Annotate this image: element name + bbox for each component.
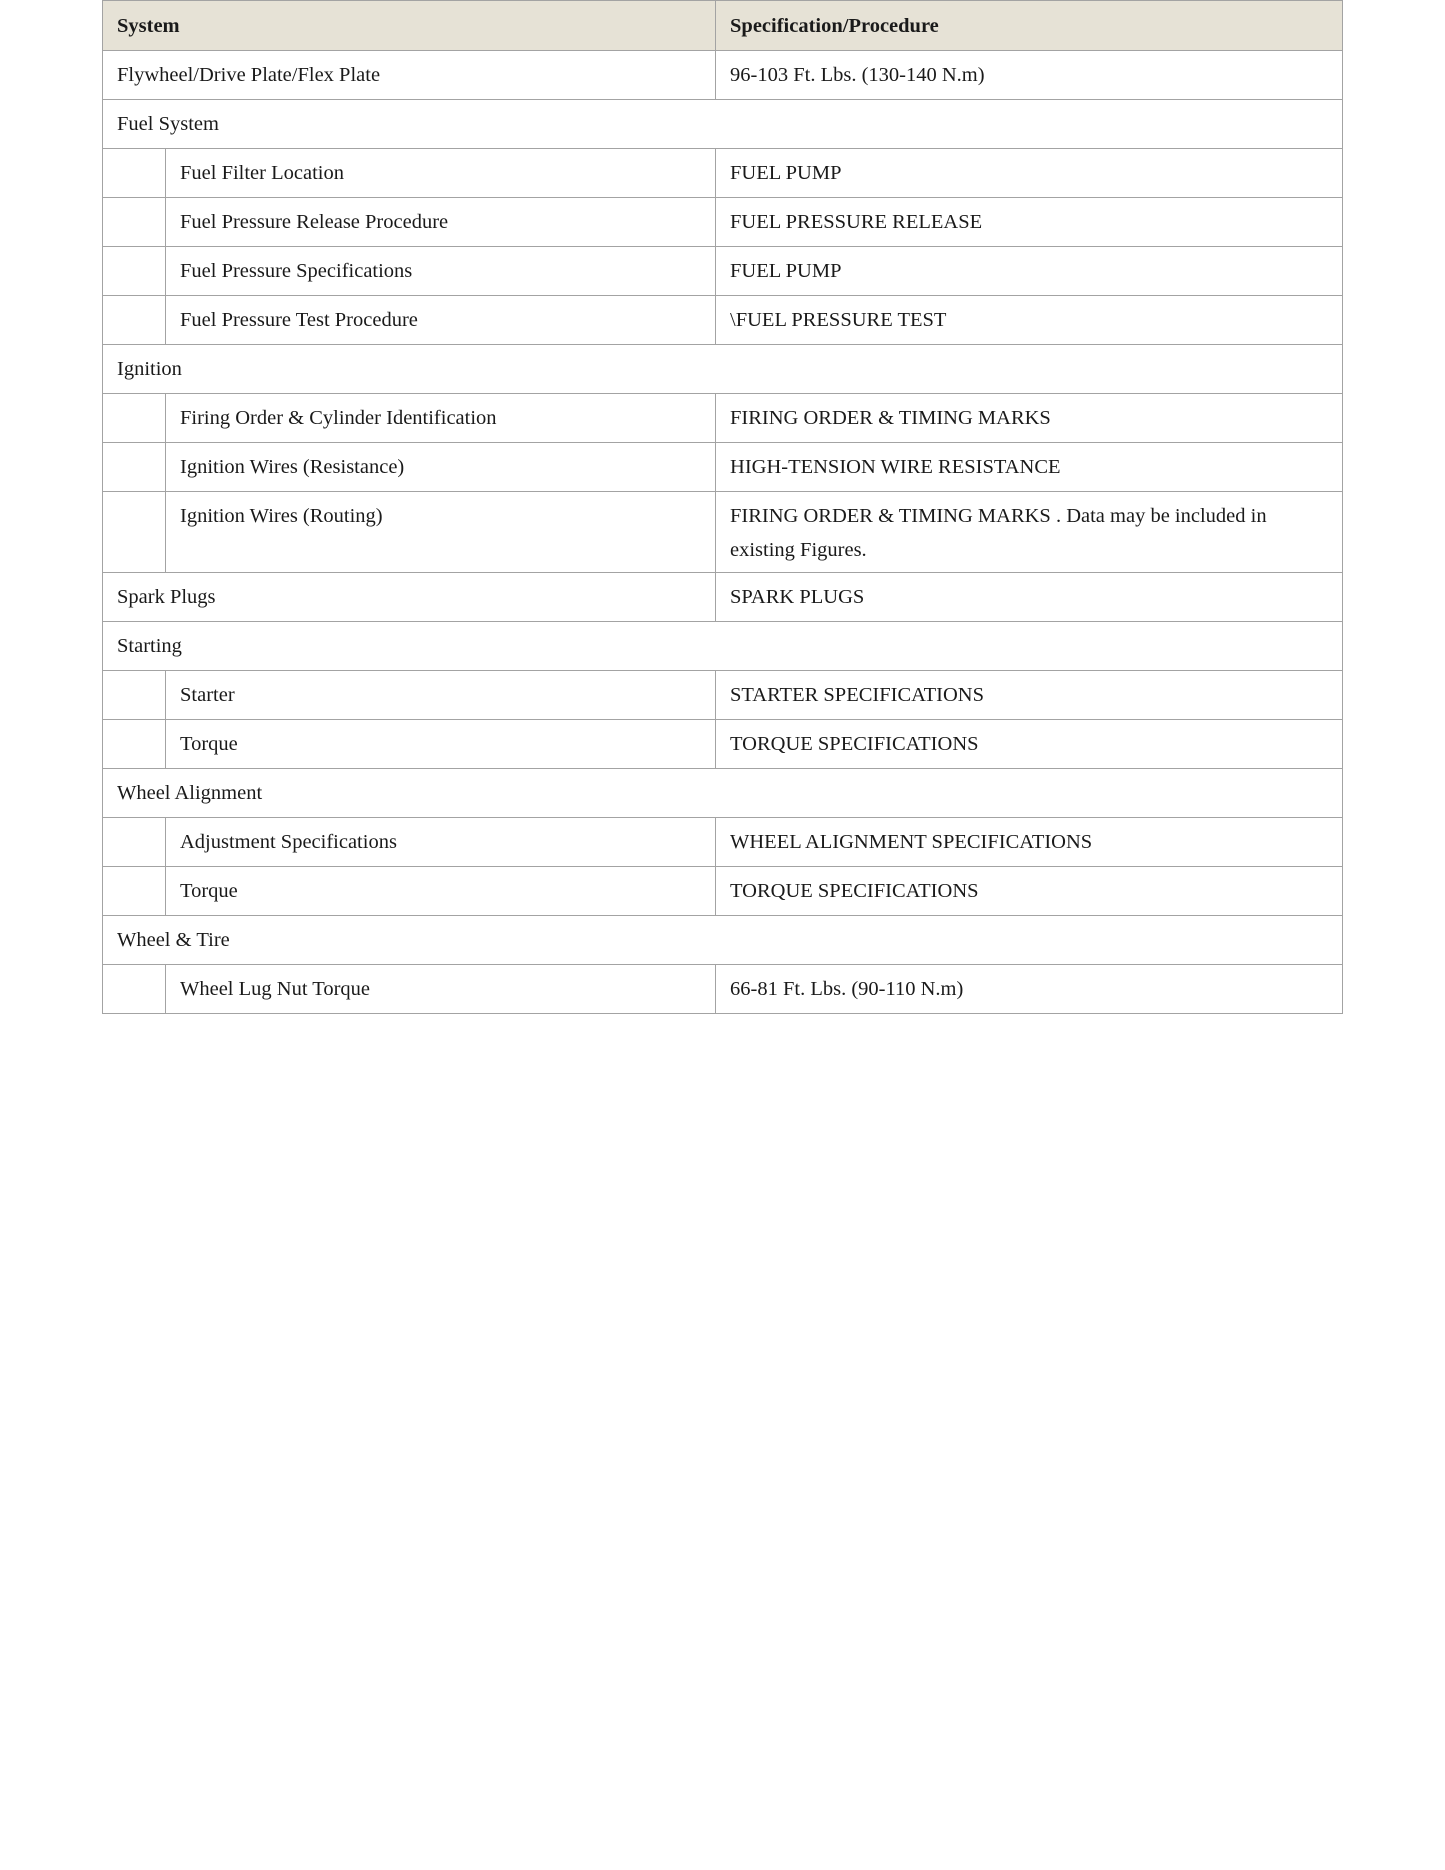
specification-cell: 96-103 Ft. Lbs. (130-140 N.m) bbox=[716, 51, 1343, 100]
section-row bbox=[103, 100, 1343, 149]
indent-spacer-cell bbox=[103, 296, 166, 345]
table-row bbox=[103, 51, 1343, 100]
table-row bbox=[103, 965, 1343, 1014]
section-label: Fuel System bbox=[103, 100, 1343, 149]
table-row bbox=[103, 867, 1343, 916]
table-row bbox=[103, 818, 1343, 867]
specification-cell: SPARK PLUGS bbox=[716, 573, 1343, 622]
table-row bbox=[103, 149, 1343, 198]
specification-cell: TORQUE SPECIFICATIONS bbox=[716, 867, 1343, 916]
section-row bbox=[103, 622, 1343, 671]
table-row bbox=[103, 443, 1343, 492]
specification-cell: WHEEL ALIGNMENT SPECIFICATIONS bbox=[716, 818, 1343, 867]
table-row bbox=[103, 492, 1343, 573]
specification-cell: STARTER SPECIFICATIONS bbox=[716, 671, 1343, 720]
indent-spacer-cell bbox=[103, 198, 166, 247]
specification-cell: 66-81 Ft. Lbs. (90-110 N.m) bbox=[716, 965, 1343, 1014]
table-row bbox=[103, 573, 1343, 622]
section-label: Wheel Alignment bbox=[103, 769, 1343, 818]
system-cell: Fuel Filter Location bbox=[166, 149, 716, 198]
system-cell: Fuel Pressure Release Procedure bbox=[166, 198, 716, 247]
system-cell: Fuel Pressure Test Procedure bbox=[166, 296, 716, 345]
specifications-table bbox=[102, 0, 1343, 1014]
table-row bbox=[103, 720, 1343, 769]
indent-spacer-cell bbox=[103, 671, 166, 720]
specification-cell: FUEL PUMP bbox=[716, 149, 1343, 198]
header-system: System bbox=[103, 1, 716, 51]
system-cell: Spark Plugs bbox=[103, 573, 716, 622]
table-row bbox=[103, 671, 1343, 720]
specification-cell: TORQUE SPECIFICATIONS bbox=[716, 720, 1343, 769]
system-cell: Ignition Wires (Resistance) bbox=[166, 443, 716, 492]
header-row bbox=[103, 1, 1343, 51]
section-label: Starting bbox=[103, 622, 1343, 671]
system-cell: Adjustment Specifications bbox=[166, 818, 716, 867]
section-label: Ignition bbox=[103, 345, 1343, 394]
specification-cell: FUEL PUMP bbox=[716, 247, 1343, 296]
indent-spacer-cell bbox=[103, 867, 166, 916]
table-header bbox=[103, 1, 1343, 51]
section-row bbox=[103, 916, 1343, 965]
system-cell: Firing Order & Cylinder Identification bbox=[166, 394, 716, 443]
table-row bbox=[103, 394, 1343, 443]
indent-spacer-cell bbox=[103, 492, 166, 573]
table-row bbox=[103, 198, 1343, 247]
system-cell: Flywheel/Drive Plate/Flex Plate bbox=[103, 51, 716, 100]
indent-spacer-cell bbox=[103, 247, 166, 296]
table-row bbox=[103, 296, 1343, 345]
system-cell: Fuel Pressure Specifications bbox=[166, 247, 716, 296]
indent-spacer-cell bbox=[103, 149, 166, 198]
indent-spacer-cell bbox=[103, 818, 166, 867]
table-body bbox=[103, 51, 1343, 1014]
indent-spacer-cell bbox=[103, 965, 166, 1014]
specification-cell: FUEL PRESSURE RELEASE bbox=[716, 198, 1343, 247]
system-cell: Starter bbox=[166, 671, 716, 720]
indent-spacer-cell bbox=[103, 443, 166, 492]
system-cell: Wheel Lug Nut Torque bbox=[166, 965, 716, 1014]
system-cell: Torque bbox=[166, 867, 716, 916]
section-row bbox=[103, 345, 1343, 394]
table-row bbox=[103, 247, 1343, 296]
section-label: Wheel & Tire bbox=[103, 916, 1343, 965]
indent-spacer-cell bbox=[103, 394, 166, 443]
section-row bbox=[103, 769, 1343, 818]
system-cell: Ignition Wires (Routing) bbox=[166, 492, 716, 573]
specification-cell: \FUEL PRESSURE TEST bbox=[716, 296, 1343, 345]
system-cell: Torque bbox=[166, 720, 716, 769]
header-specification: Specification/Procedure bbox=[716, 1, 1343, 51]
specification-cell: FIRING ORDER & TIMING MARKS bbox=[716, 394, 1343, 443]
indent-spacer-cell bbox=[103, 720, 166, 769]
specification-cell: HIGH-TENSION WIRE RESISTANCE bbox=[716, 443, 1343, 492]
specification-cell: FIRING ORDER & TIMING MARKS . Data may be included in existing Figures. bbox=[716, 492, 1343, 573]
